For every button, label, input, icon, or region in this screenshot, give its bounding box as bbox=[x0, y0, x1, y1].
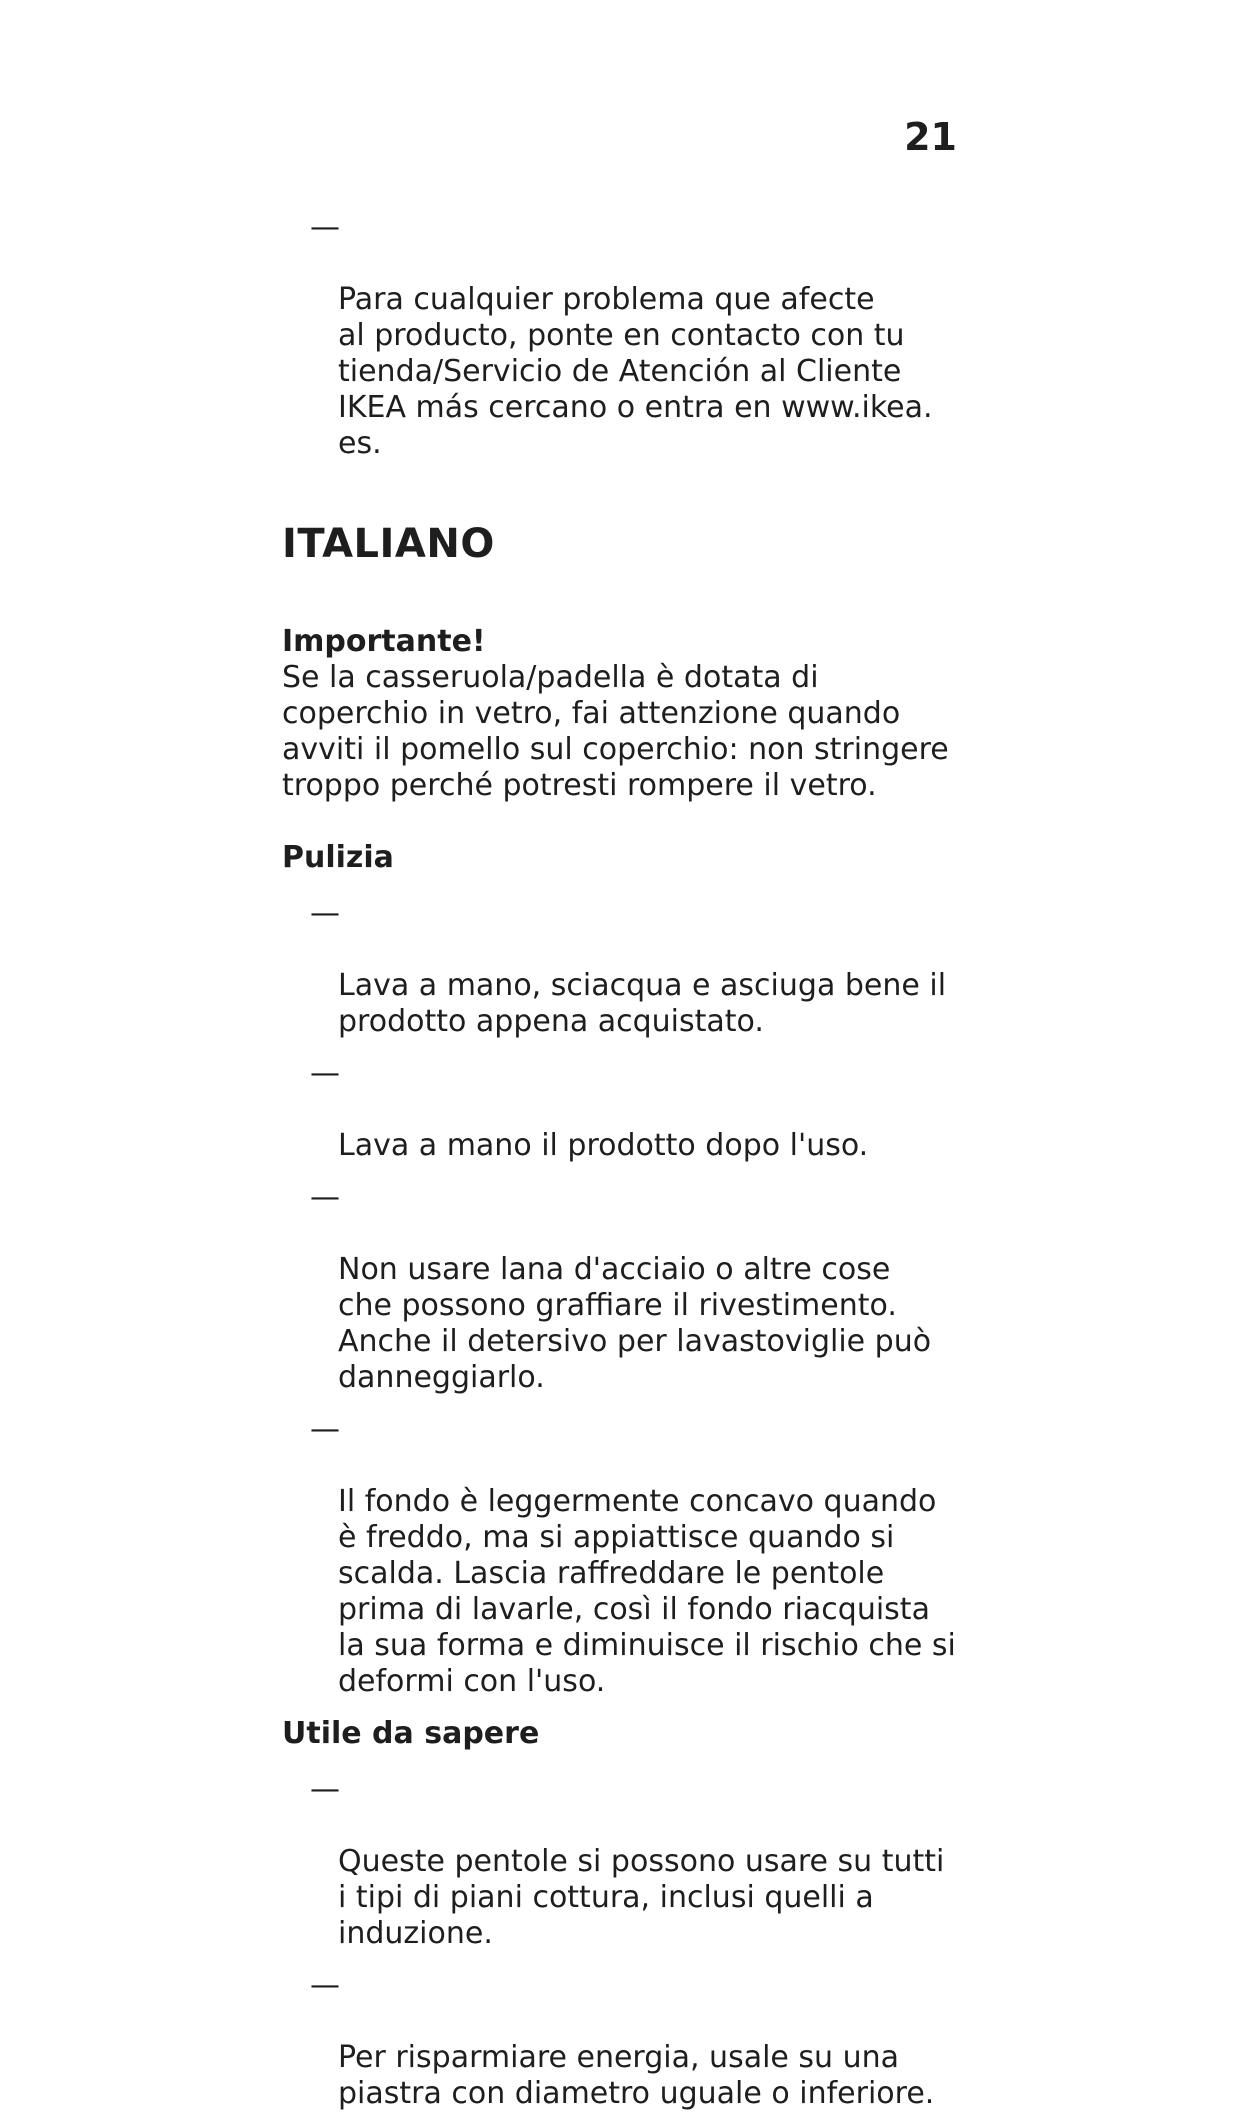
list-item-text: Non usare lana d'acciaio o altre cose che possono graffiare il rivestimento. Anche il detersivo per lavastoviglie può danneggiarlo. bbox=[338, 1252, 932, 1395]
list-item-text: Il fondo è leggermente concavo quando è freddo, ma si appiattisce quando si scalda. Lascia raffreddare le pentole prima di lavarle, così il fondo riacquista la sua forma e diminuisce il rischio che si deformi con l'uso. bbox=[338, 1484, 956, 1699]
list-item bbox=[282, 1412, 982, 1700]
dash-bullet: — bbox=[310, 896, 340, 931]
list-item bbox=[282, 896, 982, 1040]
important-section bbox=[282, 624, 982, 804]
important-text: Se la casseruola/padella è dotata di coperchio in vetro, fai attenzione quando avviti il pomello sul coperchio: non stringere troppo perché potresti rompere il vetro. bbox=[282, 660, 949, 803]
list-item bbox=[282, 210, 982, 462]
list-item bbox=[282, 1056, 982, 1164]
language-heading: ITALIANO bbox=[282, 521, 495, 567]
list-item-text: Queste pentole si possono usare su tutti i tipi di piani cottura, inclusi quelli a induzione. bbox=[338, 1844, 945, 1951]
list-item bbox=[282, 1180, 982, 1396]
dash-bullet: — bbox=[310, 1412, 340, 1447]
dash-bullet: — bbox=[310, 1772, 340, 1807]
page-number: 21 bbox=[904, 115, 957, 159]
useful-heading: Utile da sapere bbox=[282, 1716, 540, 1751]
cleaning-list bbox=[282, 896, 982, 1700]
dash-bullet: — bbox=[310, 210, 340, 245]
dash-bullet: — bbox=[310, 1968, 340, 2003]
dash-bullet: — bbox=[310, 1056, 340, 1091]
useful-list bbox=[282, 1772, 982, 2112]
dash-bullet: — bbox=[310, 1180, 340, 1215]
list-item-text: Lava a mano, sciacqua e asciuga bene il prodotto appena acquistato. bbox=[338, 968, 947, 1039]
list-item bbox=[282, 1772, 982, 1952]
list-item-text: Lava a mano il prodotto dopo l'uso. bbox=[338, 1128, 869, 1163]
important-heading: Importante! bbox=[282, 624, 486, 659]
list-item-text: Para cualquier problema que afecte al producto, ponte en contacto con tu tienda/Servicio de Atención al Cliente IKEA más cercano o entra en www.ikea. es. bbox=[338, 282, 933, 461]
list-item bbox=[282, 1968, 982, 2112]
cleaning-section bbox=[282, 840, 982, 1700]
document-content bbox=[282, 210, 982, 2128]
cleaning-heading: Pulizia bbox=[282, 840, 394, 875]
useful-section bbox=[282, 1716, 982, 2112]
list-item-text: Per risparmiare energia, usale su una piastra con diametro uguale o inferiore. bbox=[338, 2040, 935, 2111]
